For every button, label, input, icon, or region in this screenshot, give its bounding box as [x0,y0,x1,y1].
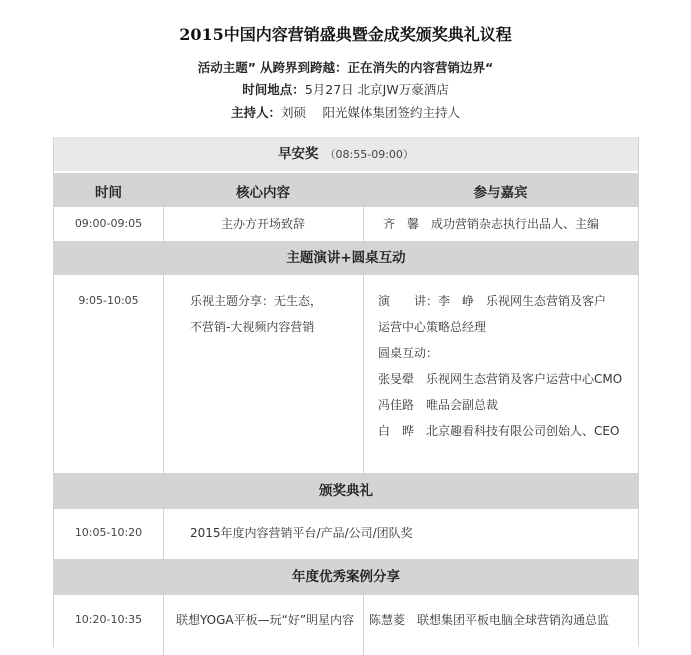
keynote-content-line1: 乐视主题分享：无生态， [190,294,323,308]
column-header-row [54,173,638,207]
event-theme [0,58,691,76]
cases-guest: 陈慧菱 联想集团平板电脑全球营销沟通总监 [369,613,610,627]
event-time-place [0,80,691,98]
column-time: 时间 [95,185,122,201]
time-value: 5月27日 北京JW万豪酒店 [304,82,449,97]
section-cases-band [54,559,638,595]
keynote-guest-line: 冯佳路 唯品会副总裁 [378,398,499,412]
keynote-guest-line: 圆桌互动： [378,346,439,360]
theme-value: 从跨界到跨越：正在消失的内容营销边界“ [259,60,494,75]
section-cases-title: 年度优秀案例分享 [292,569,400,585]
column-content: 核心内容 [236,185,290,201]
awards-time: 10:05-10:20 [74,526,143,539]
keynote-guest-line: 运营中心策略总经理 [378,320,487,334]
opening-guest: 齐 馨 成功营销杂志执行出品人、主编 [383,217,600,231]
keynote-guest-line: 演 讲：李 峥 乐视网生态营销及客户 [378,294,607,308]
theme-label: 活动主题” [197,60,256,75]
section-morning-band [54,137,638,171]
opening-time: 09:00-09:05 [74,217,143,230]
page-title: 2015中国内容营销盛典暨金成奖颁奖典礼议程 [179,25,512,44]
section-morning-time: （08:55-09:00） [324,148,414,161]
cases-time: 10:20-10:35 [74,613,143,626]
opening-content: 主办方开场致辞 [220,217,305,231]
cases-content: 联想YOGA平板—玩“好”明星内容 [176,613,355,627]
column-guests: 参与嘉宾 [473,185,528,201]
section-awards-band [54,473,638,509]
keynote-time: 9:05-10:05 [78,294,139,307]
keynote-guest-line: 白 晔 北京趣看科技有限公司创始人、CEO [378,424,620,438]
host-value: 刘硕 阳光媒体集团签约主持人 [281,105,460,120]
host-label: 主持人： [231,105,282,120]
agenda-table [53,137,639,647]
section-keynote-band [54,241,638,275]
awards-content: 2015年度内容营销平台/产品/公司/团队奖 [190,526,413,540]
section-awards-title: 颁奖典礼 [319,483,373,499]
section-keynote-title: 主题演讲+圆桌互动 [286,250,406,266]
keynote-guest-line: 张旻翚 乐视网生态营销及客户运营中心CMO [378,372,623,386]
keynote-content-line2: 不营销-大视频内容营销 [190,320,315,334]
section-morning-title: 早安奖 [278,146,319,162]
time-label: 时间地点： [242,82,305,97]
event-host [0,103,691,121]
